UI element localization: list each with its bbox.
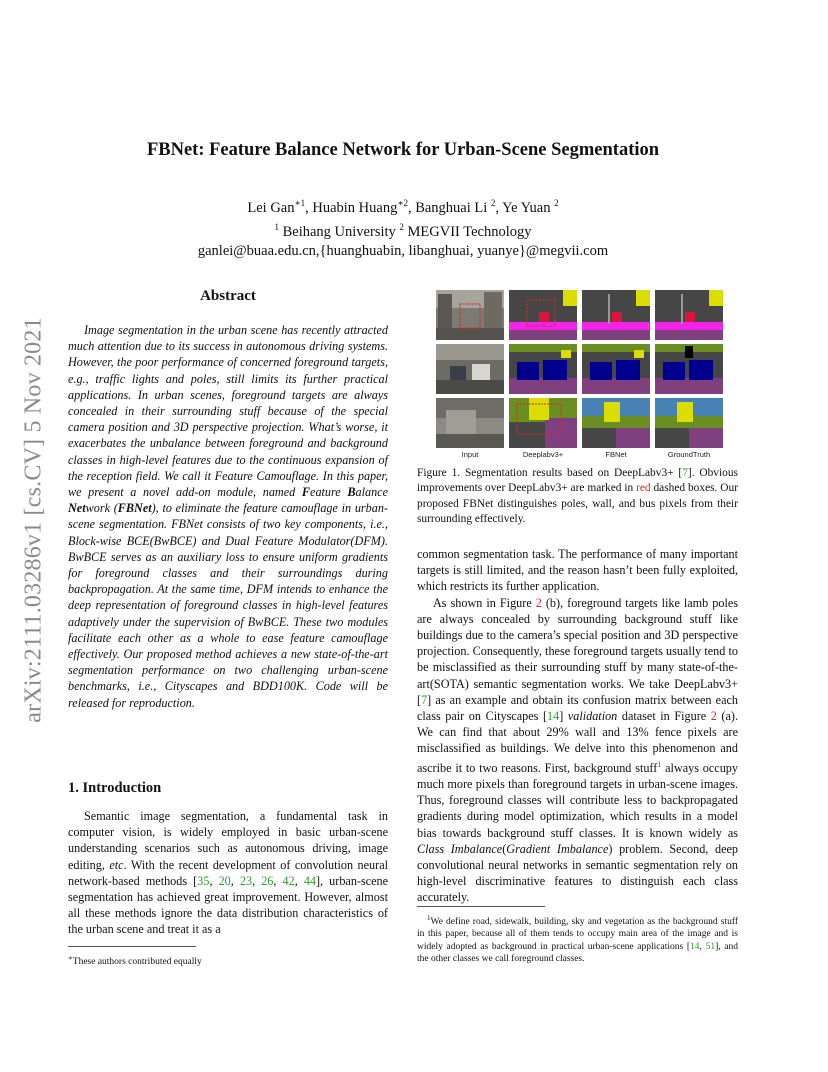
author-name: Lei Gan xyxy=(247,199,295,216)
figure-column-label: Deeplabv3+ xyxy=(522,450,564,459)
author-sup: 2 xyxy=(490,198,496,208)
author-name: , Banghuai Li xyxy=(407,199,491,216)
figure-image-fbnet-row1 xyxy=(582,290,650,340)
figure-1-caption: Figure 1. Segmentation results based on DeepLabv3+ [7]. Obvious improvements over DeepLabv3+ are marked in red dashed boxes. Our proposed FBNet distinguishes poles, wall, and bus pixels from their surrounding effectively. xyxy=(417,467,738,526)
figure-image-deeplab-row1 xyxy=(509,290,577,340)
section-heading-introduction: 1. Introduction xyxy=(68,780,162,796)
figure-image-deeplab-row2 xyxy=(509,344,577,394)
figure-image-groundtruth-row1 xyxy=(655,290,723,340)
figure-image-input-row1 xyxy=(436,290,504,340)
citation-link[interactable]: 23 xyxy=(239,873,253,888)
citation-link[interactable]: 7 xyxy=(421,692,428,707)
affiliation: MEGVII Technology xyxy=(403,223,532,240)
citation-link[interactable]: 35 xyxy=(197,873,210,888)
intro-paragraph: Semantic image segmentation, a fundamental task in computer vision, is widely employed in basic urban-scene understanding scenarios such as autonomous driving, image editing, etc. With the recent development of convolution neural network-based methods [35, 20, 23, 26, 42, 44], urban-scene segmentation has achieved great improvement. However, almost all these methods ignore the data distribution characteristics of the urban scene and treat it as a xyxy=(68,809,389,937)
paper-title: FBNet: Feature Balance Network for Urban-Scene Segmentation xyxy=(146,140,660,160)
footnote-ref-link[interactable]: 1 xyxy=(657,759,662,769)
footnote-rule xyxy=(417,906,545,907)
citation-link[interactable]: 42 xyxy=(282,873,295,888)
figure-column-label: FBNet xyxy=(605,450,627,459)
figure-column-label: GroundTruth xyxy=(667,450,711,459)
figure-column-label: Input xyxy=(461,450,479,459)
body-paragraph: common segmentation task. The performance of many important targets is still limited, and the reason hasn’t been fully exploited, which restricts its further application. xyxy=(417,547,738,594)
footnote-equal-contribution: ∗These authors contributed equally xyxy=(68,954,202,968)
author-name: , Ye Yuan xyxy=(495,199,555,216)
affil-sup: 2 xyxy=(399,221,404,232)
right-column-body xyxy=(417,546,738,906)
author-names xyxy=(68,194,738,218)
author-sup: ∗1 xyxy=(294,198,306,208)
author-block xyxy=(68,194,738,261)
figure-ref-link[interactable]: 2 xyxy=(710,709,717,724)
citation-link[interactable]: 26 xyxy=(261,873,274,888)
abstract-text: Image segmentation in the urban scene has recently attracted much attention due to its success in autonomous driving systems. However, the poor performance of concerned foreground targets, e.g., traffic lights and poles, still limits its further practical applications. In urban scenes, foreground targets are always concealed in their surrounding stuff because of the special camera position and 3D perspective projection. What’s worse, it exacerbates the unbalance between foreground and background classes in high-level features due to the continuous expansion of the reception field. We call it Feature Camouflage. In this paper, we present a novel add-on module, named Feature Balance Network (FBNet), to eliminate the feature camouflage in urban-scene segmentation. FBNet consists of two key components, i.e., Block-wise BCE(BwBCE) and Dual Feature Modulator(DFM). BwBCE serves as an auxiliary loss to ensure uniform gradients for foreground classes and their surroundings during backpropagation. At the same time, DFM intends to enhance the deep representation of foreground classes in high-level features adaptively under the supervision of BwBCE. These two modules facilitate each other as a whole to ease feature camouflage effectively. Our proposed method achieves a new state-of-the-art segmentation performance on two challenging urban-scene benchmarks, i.e., Cityscapes and BDD100K. Code will be released for reproduction. xyxy=(68,323,389,710)
citation-link[interactable]: 51 xyxy=(705,941,716,952)
author-sup: ∗2 xyxy=(397,198,408,208)
arxiv-identifier: arXiv:2111.03286v1 [cs.CV] 5 Nov 2021 xyxy=(20,317,47,723)
figure-image-fbnet-row3 xyxy=(582,398,650,448)
figure-ref-link[interactable]: 2 xyxy=(535,595,542,610)
citation-link[interactable]: 7 xyxy=(682,467,688,479)
figure-1 xyxy=(436,290,724,460)
body-paragraph: As shown in Figure 2 (b), foreground targets like lamb poles are always concealed by surrounding background stuff like buildings due to the camera’s special position and 3D perspective projection. Consequently, these foreground targets usually tend to be misclassified as their surrounding stuff by many state-of-the-art(SOTA) semantic segmentation works. We take DeepLabv3+ [7] as an example and obtain its confusion matrix between each class pair on Cityscapes [14] validation dataset in Figure 2 (a). We can find that about 29% wall and 13% fence pixels are misclassified as buildings. We delve into this phenomenon and ascribe it to two reasons. First, background stuff$^1$ always occupy much more pixels than foreground targets in urban-scene images. Thus, foreground classes will contribute less to backpropagated gradients during model optimization, which results in a model bias towards background stuff classes. It is known widely as Class Imbalance(Gradient Imbalance) problem. Second, deep convolutional neural networks in semantic segmentation rely on high-level discriminative features to distinguish each class accurately. xyxy=(417,595,738,905)
footnote-rule xyxy=(68,946,196,947)
author-sup: 2 xyxy=(554,198,559,208)
figure-image-groundtruth-row3 xyxy=(655,398,723,448)
citation-link[interactable]: 20 xyxy=(218,873,231,888)
affil-sup: 1 xyxy=(274,221,279,232)
citation-link[interactable]: 14 xyxy=(547,709,560,724)
figure-image-groundtruth-row2 xyxy=(655,344,723,394)
citation-link[interactable]: 14 xyxy=(690,941,700,952)
author-name: , Huabin Huang xyxy=(305,199,398,216)
red-word: red xyxy=(636,482,651,495)
abstract-heading: Abstract xyxy=(200,288,256,304)
affiliation: Beihang University xyxy=(278,223,400,240)
figure-image-fbnet-row2 xyxy=(582,344,650,394)
figure-image-deeplab-row3 xyxy=(509,398,577,448)
figure-image-input-row3 xyxy=(436,398,504,448)
author-emails: ganlei@buaa.edu.cn,{huanghuabin, libanghuai, yuanye}@megvii.com xyxy=(197,242,609,259)
affiliations xyxy=(68,218,738,242)
arxiv-sidebar xyxy=(14,290,54,750)
citation-link[interactable]: 44 xyxy=(303,873,316,888)
footnote-background-stuff: $^1$We define road, sidewalk, building, sky and vegetation as the background stuff in this paper, because all of them tends to occupy main area of the image and is widely adopted as background in practical urban-scene applications [14, 51], and the other classes we call foreground classes. xyxy=(417,914,739,964)
figure-image-input-row2 xyxy=(436,344,504,394)
